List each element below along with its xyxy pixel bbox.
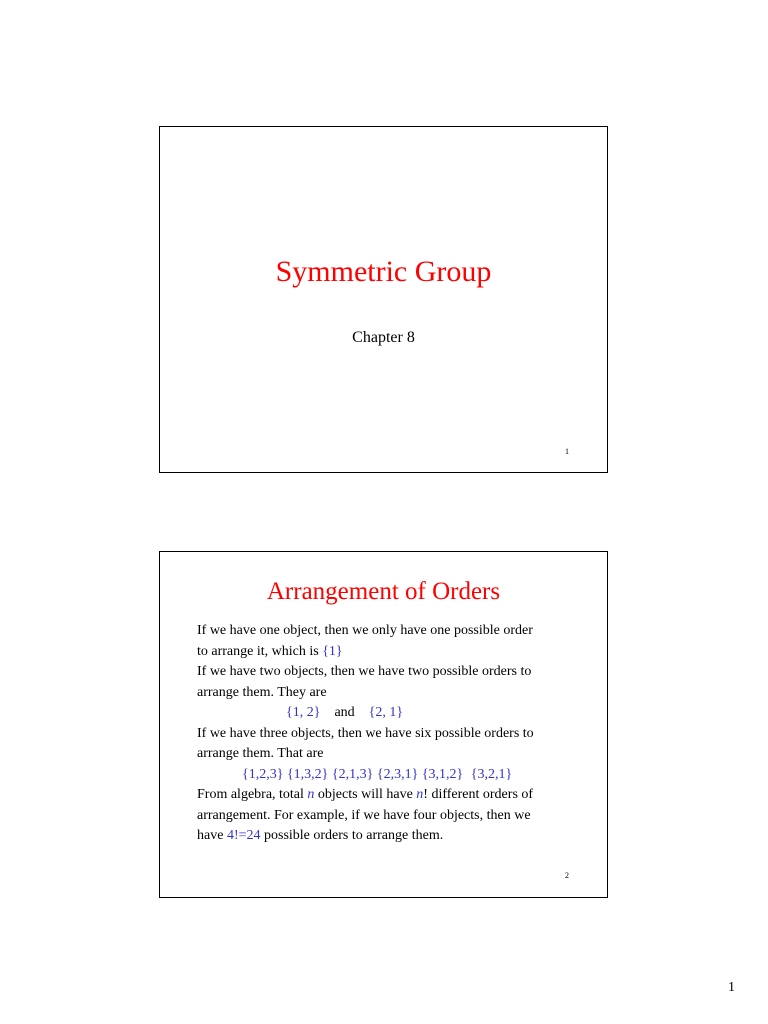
permutation: {1,3,2} — [286, 766, 329, 782]
pairs-line — [197, 703, 577, 724]
body-text: possible orders to arrange them. — [260, 828, 444, 843]
body-line — [197, 642, 577, 663]
slide-1-number: 1 — [565, 447, 569, 456]
body-line: If we have one object, then we only have one possible order — [197, 623, 533, 638]
pair-a: {1, 2} — [286, 705, 321, 720]
slide-2-number: 2 — [565, 871, 569, 880]
slide-1 — [159, 126, 608, 473]
slide-1-title: Symmetric Group — [275, 255, 492, 288]
body-line: arrange them. They are — [197, 684, 327, 700]
variable-n: n — [416, 787, 424, 802]
slide-2-body — [197, 621, 577, 847]
body-line: arrange them. That are — [197, 746, 324, 761]
permutation: {3,2,1} — [470, 766, 513, 782]
permutation: {3,1,2} — [421, 766, 464, 782]
set-one: {1} — [322, 643, 343, 659]
slide-2-title: Arrangement of Orders — [266, 578, 501, 605]
body-text: have — [197, 828, 227, 843]
body-line: If we have two objects, then we have two possible orders to — [197, 664, 532, 679]
page-number: 1 — [728, 980, 735, 995]
body-text: to arrange it, which is — [197, 643, 323, 659]
body-text: ! different orders of — [423, 787, 534, 802]
body-line — [197, 785, 577, 806]
body-line — [197, 826, 577, 847]
permutation: {2,1,3} — [331, 766, 374, 782]
permutation: {2,3,1} — [376, 766, 419, 782]
permutation: {1,2,3} — [242, 766, 284, 782]
variable-n: n — [307, 787, 315, 802]
body-text: From algebra, total — [197, 787, 308, 802]
slide-2 — [159, 551, 608, 898]
pair-and: and — [334, 705, 355, 720]
body-text: objects will have — [314, 787, 417, 802]
body-line: arrangement. For example, if we have four objects, then we — [197, 807, 531, 823]
pair-b: {2, 1} — [368, 705, 404, 720]
slide-1-subtitle: Chapter 8 — [352, 329, 415, 346]
permutations-line — [197, 765, 577, 786]
body-line: If we have three objects, then we have six possible orders to — [197, 725, 534, 741]
factorial-value: 4!=24 — [226, 828, 261, 843]
